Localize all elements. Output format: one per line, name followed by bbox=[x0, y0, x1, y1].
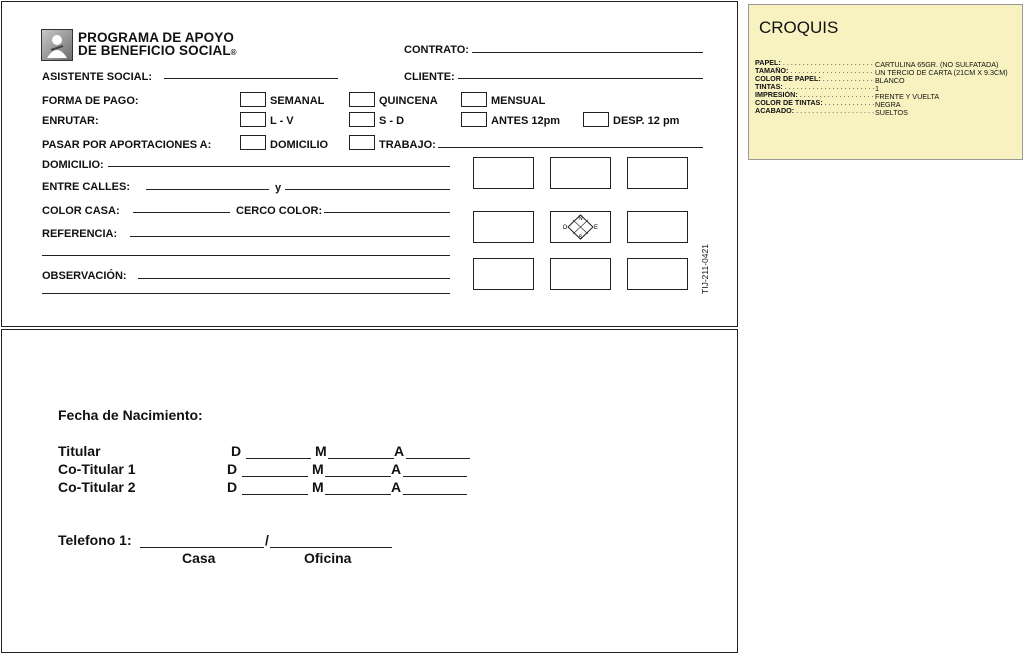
mensual-label: MENSUAL bbox=[491, 95, 546, 107]
map-cell[interactable] bbox=[550, 258, 611, 290]
semanal-checkbox[interactable] bbox=[240, 92, 266, 107]
color-casa-field[interactable] bbox=[133, 212, 230, 213]
spec-color-papel: COLOR DE PAPEL: . . . BLANCO bbox=[755, 75, 905, 85]
co-titular-2-d-label: D bbox=[227, 479, 238, 495]
lv-checkbox[interactable] bbox=[240, 112, 266, 127]
contrato-field[interactable] bbox=[472, 52, 703, 53]
co-titular-2-month-field[interactable] bbox=[325, 494, 391, 495]
domicilio-label: DOMICILIO: bbox=[42, 159, 104, 171]
logo-line-2: DE BENEFICIO SOCIAL bbox=[78, 43, 231, 58]
domicilio-checkbox[interactable] bbox=[240, 135, 266, 150]
enrutar-label: ENRUTAR: bbox=[42, 115, 99, 127]
color-casa-label: COLOR CASA: bbox=[42, 205, 120, 217]
front-card bbox=[1, 1, 738, 327]
entre-calles-label: ENTRE CALLES: bbox=[42, 181, 130, 193]
co-titular-1-year-field[interactable] bbox=[403, 476, 467, 477]
titular-a-label: A bbox=[394, 443, 405, 459]
entre-calles-field-1[interactable] bbox=[146, 189, 269, 190]
registered-mark: ® bbox=[230, 48, 237, 57]
cerco-color-label: CERCO COLOR: bbox=[236, 205, 323, 217]
compass-n: N bbox=[578, 216, 583, 222]
map-cell[interactable] bbox=[627, 258, 688, 290]
referencia-label: REFERENCIA: bbox=[42, 228, 118, 240]
quincena-label: QUINCENA bbox=[379, 95, 438, 107]
titular-d-label: D bbox=[231, 443, 242, 459]
observacion-field-2[interactable] bbox=[42, 293, 450, 294]
co-titular-1-label: Co-Titular 1 bbox=[58, 461, 136, 477]
observacion-field-1[interactable] bbox=[138, 278, 450, 279]
co-titular-2-label: Co-Titular 2 bbox=[58, 479, 136, 495]
spec-color-tintas: COLOR DE TINTAS: . . . NEGRA bbox=[755, 99, 901, 109]
co-titular-2-m-label: M bbox=[312, 479, 324, 495]
entre-calles-field-2[interactable] bbox=[285, 189, 450, 190]
mensual-checkbox[interactable] bbox=[461, 92, 487, 107]
compass-s: S bbox=[578, 235, 583, 241]
referencia-field-1[interactable] bbox=[130, 236, 450, 237]
desp-label: DESP. 12 pm bbox=[613, 115, 680, 127]
domicilio-option-label: DOMICILIO bbox=[270, 139, 329, 151]
casa-label: Casa bbox=[182, 550, 216, 566]
asistente-social-field[interactable] bbox=[164, 78, 338, 79]
quincena-checkbox[interactable] bbox=[349, 92, 375, 107]
co-titular-1-month-field[interactable] bbox=[325, 476, 391, 477]
pasar-aportaciones-label: PASAR POR APORTACIONES A: bbox=[42, 139, 212, 151]
desp-checkbox[interactable] bbox=[583, 112, 609, 127]
domicilio-field[interactable] bbox=[108, 166, 450, 167]
telefono-label: Telefono 1: bbox=[58, 532, 132, 548]
logo-line-1: PROGRAMA DE APOYO bbox=[78, 30, 234, 45]
co-titular-1-m-label: M bbox=[312, 461, 324, 477]
telefono-slash: / bbox=[265, 532, 269, 548]
semanal-label: SEMANAL bbox=[270, 95, 325, 107]
sd-checkbox[interactable] bbox=[349, 112, 375, 127]
map-cell[interactable] bbox=[473, 211, 534, 243]
telefono-oficina-field[interactable] bbox=[270, 547, 392, 548]
spec-impresion: IMPRESIÓN: . . . FRENTE Y VUELTA bbox=[755, 91, 939, 101]
contrato-label: CONTRATO: bbox=[404, 44, 469, 56]
titular-m-label: M bbox=[315, 443, 327, 459]
forma-de-pago-label: FORMA DE PAGO: bbox=[42, 95, 139, 107]
co-titular-2-a-label: A bbox=[391, 479, 402, 495]
co-titular-1-day-field[interactable] bbox=[242, 476, 308, 477]
co-titular-1-a-label: A bbox=[391, 461, 402, 477]
spec-tintas: TINTAS: . . . 1 bbox=[755, 83, 879, 93]
trabajo-label: TRABAJO: bbox=[379, 139, 436, 151]
referencia-field-2[interactable] bbox=[42, 255, 450, 256]
telefono-casa-field[interactable] bbox=[140, 547, 264, 548]
croquis-note bbox=[748, 4, 1023, 160]
co-titular-2-year-field[interactable] bbox=[403, 494, 467, 495]
titular-month-field[interactable] bbox=[328, 458, 394, 459]
sd-label: S - D bbox=[379, 115, 405, 127]
titular-label: Titular bbox=[58, 443, 101, 459]
asistente-social-label: ASISTENTE SOCIAL: bbox=[42, 71, 153, 83]
logo-icon bbox=[41, 29, 73, 61]
antes-label: ANTES 12pm bbox=[491, 115, 561, 127]
compass-o: O bbox=[562, 225, 568, 231]
spec-papel: PAPEL: . . . CARTULINA 65GR. (NO SULFATADA) bbox=[755, 59, 998, 69]
cliente-field[interactable] bbox=[458, 78, 703, 79]
trabajo-field[interactable] bbox=[438, 147, 703, 148]
map-cell[interactable] bbox=[627, 157, 688, 189]
fecha-nacimiento-label: Fecha de Nacimiento: bbox=[58, 407, 203, 423]
logo-text bbox=[78, 31, 237, 59]
map-cell[interactable] bbox=[473, 157, 534, 189]
compass-icon bbox=[551, 212, 610, 242]
lv-label: L - V bbox=[270, 115, 294, 127]
map-cell[interactable] bbox=[550, 157, 611, 189]
titular-day-field[interactable] bbox=[246, 458, 311, 459]
trabajo-checkbox[interactable] bbox=[349, 135, 375, 150]
map-cell[interactable] bbox=[473, 258, 534, 290]
titular-year-field[interactable] bbox=[406, 458, 470, 459]
compass-e: E bbox=[593, 225, 599, 231]
back-card bbox=[1, 329, 738, 653]
observacion-label: OBSERVACIÓN: bbox=[42, 270, 127, 282]
form-code: TIJ-211-0421 bbox=[700, 244, 710, 294]
y-label: y bbox=[275, 182, 282, 194]
cliente-label: CLIENTE: bbox=[404, 71, 455, 83]
co-titular-1-d-label: D bbox=[227, 461, 238, 477]
cerco-color-field[interactable] bbox=[324, 212, 450, 213]
croquis-title: CROQUIS bbox=[759, 18, 839, 37]
map-cell[interactable] bbox=[627, 211, 688, 243]
oficina-label: Oficina bbox=[304, 550, 352, 566]
map-center-cell[interactable] bbox=[550, 211, 611, 243]
spec-acabado: ACABADO: . . . SUELTOS bbox=[755, 107, 908, 117]
co-titular-2-day-field[interactable] bbox=[242, 494, 308, 495]
spec-tamano: TAMAÑO: . . . UN TERCIO DE CARTA (21CM X 9.3CM) bbox=[755, 67, 1008, 77]
antes-checkbox[interactable] bbox=[461, 112, 487, 127]
